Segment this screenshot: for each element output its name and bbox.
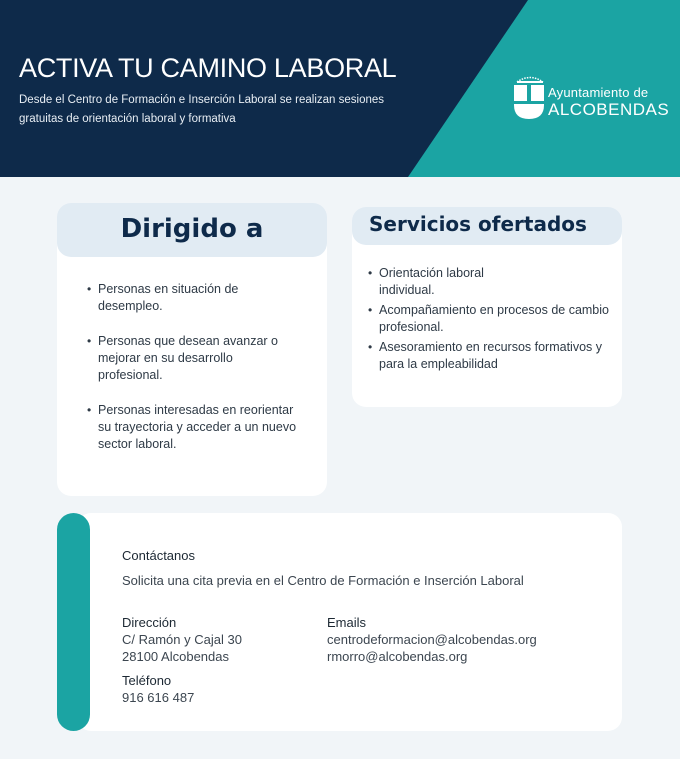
bullet-icon: •	[368, 340, 373, 354]
list-item	[87, 402, 297, 453]
address-label: Dirección	[122, 615, 177, 630]
phone-number[interactable]: 916 616 487	[122, 690, 195, 705]
list-item	[87, 333, 297, 384]
list-item	[368, 302, 613, 336]
list-item-text: Orientación laboral individual.	[379, 266, 484, 297]
contact-accent-bar	[57, 513, 90, 731]
address-line2: 28100 Alcobendas	[122, 649, 229, 664]
bullet-icon: •	[87, 282, 92, 296]
contact-card	[57, 513, 622, 731]
header-banner	[0, 0, 680, 177]
page-subtitle: Desde el Centro de Formación e Inserción Laboral se realizan sesiones gratuitas de orientación laboral y formativa	[19, 94, 385, 125]
servicios-list	[368, 265, 613, 376]
list-item-text: Personas que desean avanzar o mejorar en su desarrollo profesional.	[98, 334, 278, 382]
bullet-icon: •	[368, 303, 373, 317]
list-item-text: Asesoramiento en recursos formativos y para la empleabilidad	[379, 340, 603, 371]
list-item	[87, 281, 297, 315]
alcobendas-logo	[512, 74, 670, 124]
list-item-text: Acompañamiento en procesos de cambio profesional.	[379, 303, 609, 334]
emails-label: Emails	[327, 615, 367, 630]
email-link-2[interactable]: rmorro@alcobendas.org	[327, 649, 468, 664]
list-item	[368, 339, 613, 373]
bullet-icon: •	[368, 266, 373, 280]
list-item	[368, 265, 613, 299]
address-line1: C/ Ramón y Cajal 30	[122, 632, 242, 647]
logo-line1: Ayuntamiento de	[548, 85, 649, 100]
dirigido-list	[87, 281, 297, 471]
shield-icon	[514, 85, 544, 119]
dirigido-card	[57, 203, 327, 496]
list-item-text: Personas interesadas en reorientar su trayectoria y acceder a un nuevo sector laboral.	[98, 403, 297, 451]
page-title: ACTIVA TU CAMINO LABORAL	[19, 53, 397, 83]
contact-intro: Solicita una cita previa en el Centro de Formación e Inserción Laboral	[122, 573, 524, 588]
logo-line2: ALCOBENDAS	[548, 100, 670, 119]
crown-icon	[515, 74, 545, 83]
servicios-card	[352, 207, 622, 407]
email-link-1[interactable]: centrodeformacion@alcobendas.org	[327, 632, 537, 647]
contact-title: Contáctanos	[122, 548, 195, 563]
phone-label: Teléfono	[122, 673, 172, 688]
servicios-title: Servicios ofertados	[369, 212, 587, 236]
list-item-text: Personas en situación de desempleo.	[98, 282, 239, 313]
dirigido-title: Dirigido a	[120, 214, 264, 244]
bullet-icon: •	[87, 403, 92, 417]
bullet-icon: •	[87, 334, 92, 348]
